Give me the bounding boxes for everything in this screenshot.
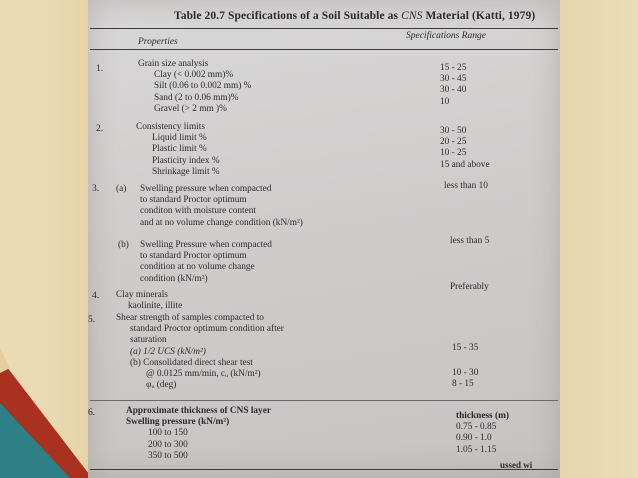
row-properties-swelling-b: Swelling Pressure when compacted to standard Proctor optimum condition at no volume change condition (kN/m²) (140, 240, 272, 284)
row-values-grain-size: 15 - 25 30 - 45 30 - 40 10 (440, 63, 467, 107)
row-values-consistency: 30 - 50 20 - 25 10 - 25 15 and above (440, 126, 490, 170)
table-photo (88, 0, 560, 478)
row-value-swelling-a: less than 10 (444, 181, 488, 191)
document-page (88, 0, 560, 478)
section-rule (90, 400, 558, 401)
row-values-thickness: thickness (m) 0.75 - 0.85 0.90 - 1.0 1.05 - 1.15 (456, 411, 509, 455)
row-value-swelling-b: less than 5 (450, 236, 490, 246)
row-properties-shear-strength: Shear strength of samples compacted to standard Proctor optimum condition after saturation (a) 1/2 UCS (kN/m²) (b) Consolidated direct shear test @ 0.0125 mm/min, cᵤ (kN/m²) φᵤ (deg) (116, 313, 284, 391)
sub-label-a: (a) (116, 184, 127, 194)
row-number: 4. (92, 291, 100, 301)
row-number: 1. (96, 64, 104, 74)
row-value-clay-minerals: Preferably (450, 282, 489, 292)
table-title: Table 20.7 Specifications of a Soil Suitable as CNS Material (Katti, 1979) (174, 10, 536, 22)
cutoff-text: ussed wi (500, 460, 533, 470)
row-properties-clay-minerals: Clay minerals kaolinite, illite (116, 290, 183, 312)
sub-label-b: (b) (118, 240, 129, 250)
row-number: 3. (92, 184, 100, 194)
column-header-properties: Properties (138, 37, 178, 47)
row-value-ucs: 15 - 35 (452, 343, 479, 353)
right-margin-texture (560, 0, 638, 478)
row-properties-thickness: Approximate thickness of CNS layer Swelling pressure (kN/m²) 100 to 150 200 to 300 350 to 500 (126, 406, 271, 461)
row-properties-grain-size: Grain size analysis Clay (< 0.002 mm)% Silt (0.06 to 0.002 mm) % Sand (2 to 0.06 mm)% Gravel (> 2 mm )% (138, 59, 252, 114)
row-properties-consistency: Consistency limits Liquid limit % Plastic limit % Plasticity index % Shrinkage limit % (136, 122, 220, 177)
decorative-corner-graphic (0, 328, 92, 478)
header-rule-top (90, 28, 558, 29)
row-number: 5. (88, 315, 96, 325)
row-values-direct-shear: 10 - 30 8 - 15 (452, 368, 479, 390)
table-bottom-rule (90, 469, 558, 470)
column-header-specifications: Specifications Range (406, 31, 486, 41)
row-properties-swelling-a: Swelling pressure when compacted to standard Proctor optimum conditon with moisture content and at no volume change condition (kN/m²) (140, 184, 303, 228)
header-rule-bottom (90, 49, 558, 50)
row-number: 6. (88, 408, 96, 418)
row-number: 2. (96, 124, 104, 134)
